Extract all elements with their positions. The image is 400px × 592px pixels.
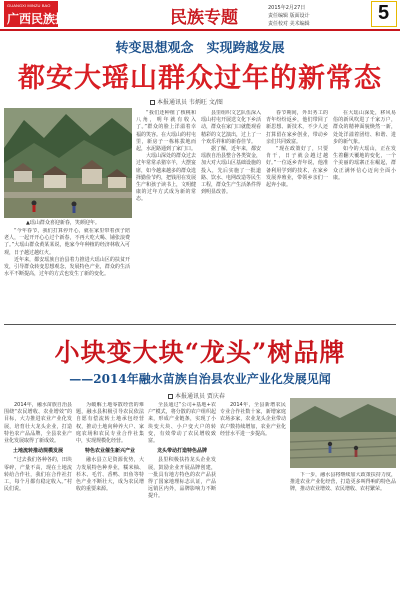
farm-field-photo bbox=[290, 398, 396, 468]
paragraph: 为破解土地零散经营的难题，融水县积极引导农民依法自愿有偿流转土地承包经营权，推动土地向种养大户、家庭农场和农民专业合作社集中，实现规模化经营。 bbox=[76, 402, 144, 445]
story2-subtitle-2: 特色农业催生新兴产业 bbox=[84, 448, 135, 455]
paragraph: 据了解，近年来，都安瑶族自治县整合各类资金，加大对大瑶山区基础设施的投入，先后实施了一批道路、饮水、电网改造等民生工程，群众生产生活条件得到明显改善。 bbox=[201, 146, 261, 196]
story2-column-4 bbox=[220, 402, 286, 588]
paragraph: 春节期间，外出务工的青年纷纷返乡，他们带回了新思想、新技术，不少人还打算留在家乡创业，带动乡亲们共同致富。 bbox=[266, 110, 328, 145]
byline-square-icon bbox=[168, 394, 173, 399]
story2-byline bbox=[168, 391, 225, 400]
paragraph: 县里积极扶持龙头企业发展，鼓励企业开展品牌创建，一批具有地方特色的农产品获得了国家地理标志认证，产品远销区内外，品牌影响力不断提升。 bbox=[148, 457, 216, 500]
paragraph: 县里组织文艺队伍深入瑶山村屯开展送文化下乡活动，群众在家门口就能观看精彩的文艺演出，过上了一个欢乐祥和的新春佳节。 bbox=[201, 110, 261, 145]
logo-chinese: 广西民族报 bbox=[7, 12, 68, 26]
story1-column-1 bbox=[4, 228, 130, 320]
newspaper-logo bbox=[4, 1, 68, 27]
paragraph: 2014年，融水苗族自治县围绕“农民增收、农业增效”的目标，大力推进农业产业化发展，培育壮大龙头企业，打造特色农产品品牌，全县农业产业化发展取得了新成效。 bbox=[4, 402, 72, 445]
story2-column-3 bbox=[148, 402, 216, 588]
story1-column-5 bbox=[333, 110, 396, 320]
paragraph: 近年来，都安瑶族自治县着力推进大瑶山区的扶贫开发，引导群众转变思想观念，发展特色产业，群众的生活水平不断提高，过年的方式也发生了新的变化。 bbox=[4, 256, 130, 278]
story2-subhead: ——2014年融水苗族自治县农业产业化发展见闻 bbox=[69, 372, 331, 386]
page-number-box bbox=[371, 1, 397, 27]
story2-headline: 小块变大块“龙头”树品牌 bbox=[54, 338, 346, 367]
masthead-divider bbox=[0, 29, 400, 31]
paragraph: “我们还种植了核桃和八角，明年就有收入了。”群众的脸上洋溢着幸福的笑容。在大瑶山的村屯里，新房子一栋栋拔地而起，水泥路通到了家门口。 bbox=[136, 110, 196, 153]
story1-photo bbox=[4, 108, 132, 218]
village-mountain-photo bbox=[4, 108, 132, 218]
issue-date: 2015年2月27日 bbox=[268, 5, 306, 11]
issue-editors: 责任编辑 版面设计 bbox=[268, 13, 310, 19]
story1-byline bbox=[150, 97, 223, 106]
logo-english: GUANGXI MINZU BAO bbox=[7, 3, 51, 8]
issue-proofreaders: 责任校对 美术编辑 bbox=[268, 21, 310, 27]
paragraph: 大瑶山深处的群众过去过年常常杀猪宰羊，大摆宴席，如今越来越多的群众选择勤俭节约，把钱用在发展生产和孩子读书上，文明健康的过年方式成为新的常态。 bbox=[136, 153, 196, 203]
story1-kicker: 转变思想观念 实现跨越发展 bbox=[115, 41, 285, 56]
story2-subtitle-1: 土地流转推动规模发展 bbox=[12, 448, 63, 455]
story1-photo-caption: ▲瑶山群众喜迎新春，笑颜迎年。 bbox=[26, 220, 100, 226]
paragraph: 如今的大瑶山，正在发生着翻天覆地的变化，一个个美丽的瑶寨正在崛起，群众正满怀信心迈向全面小康。 bbox=[333, 146, 396, 181]
byline-square-icon bbox=[150, 100, 155, 105]
story1-column-2 bbox=[136, 110, 196, 320]
paragraph: 在大瑶山深处，移风易俗的新风吹进了千家万户，群众的精神面貌焕然一新，处处洋溢着团结、和谐、进步的新气象。 bbox=[333, 110, 396, 145]
story2-byline-text: 本报通讯员 贾庆春 bbox=[175, 393, 225, 400]
story1-column-3 bbox=[201, 110, 261, 320]
story2-column-5 bbox=[290, 472, 396, 588]
story2-subtitle-3: 龙头带动打造特色品牌 bbox=[156, 448, 207, 455]
masthead bbox=[0, 0, 400, 30]
paragraph: “今年春节，我们打算停开心，就在家里带着孩子陪老人，一起开开心心过个新春，不再大吃大喝、铺张浪费了。”大瑶山群众黄某某说，他家今年种植的经济林收入可观，日子越过越红火。 bbox=[4, 228, 130, 256]
paragraph: 下一步，融水县将继续加大政策扶持力度，推进农业产业化经营，打造更多叫得响的特色品牌，推动农业增效、农民增收、农村繁荣。 bbox=[290, 472, 396, 493]
page-number: 5 bbox=[378, 2, 390, 24]
story-divider bbox=[4, 324, 396, 325]
paragraph: “现在政策好了，只要肯干，日子就会越过越好。”一位返乡青年说，他准备利用学到的技术，在家乡发展养殖业，带领乡亲们一起奔小康。 bbox=[266, 146, 328, 189]
story1-headline: 都安大瑶山群众过年的新常态 bbox=[18, 63, 382, 94]
story1-byline-text: 本报通讯员 韦炳旺 文/图 bbox=[157, 99, 223, 106]
section-title: 民族专题 bbox=[170, 8, 238, 28]
story1-column-4 bbox=[266, 110, 328, 320]
story2-column-2 bbox=[76, 402, 144, 588]
issue-info bbox=[268, 4, 310, 28]
paragraph: 融水县立足资源优势，大力发展特色种养业，糯米柚、杉木、毛竹、香鸭、田鱼等特色产业不断壮大，成为农民增收的重要来源。 bbox=[76, 457, 144, 493]
story2-column-1 bbox=[4, 402, 72, 588]
paragraph: 2014年，全县新增农民专业合作社数十家，新增家庭农场多家，农业龙头企业带动农户数持续增加，农业产业化经营水平进一步提高。 bbox=[220, 402, 286, 437]
story2-photo bbox=[290, 398, 396, 468]
paragraph: “过去我们各种各的，田块零碎，产量不高，现在土地流转给合作社，我们在合作社打工，每个月都有稳定收入。”村民们说。 bbox=[4, 457, 72, 493]
paragraph: 全县通过“公司+基地+农户”模式，将分散的农户组织起来，形成产业链条，实现了小块变大块、小户变大户的转变，有效带动了农民增收致富。 bbox=[148, 402, 216, 445]
